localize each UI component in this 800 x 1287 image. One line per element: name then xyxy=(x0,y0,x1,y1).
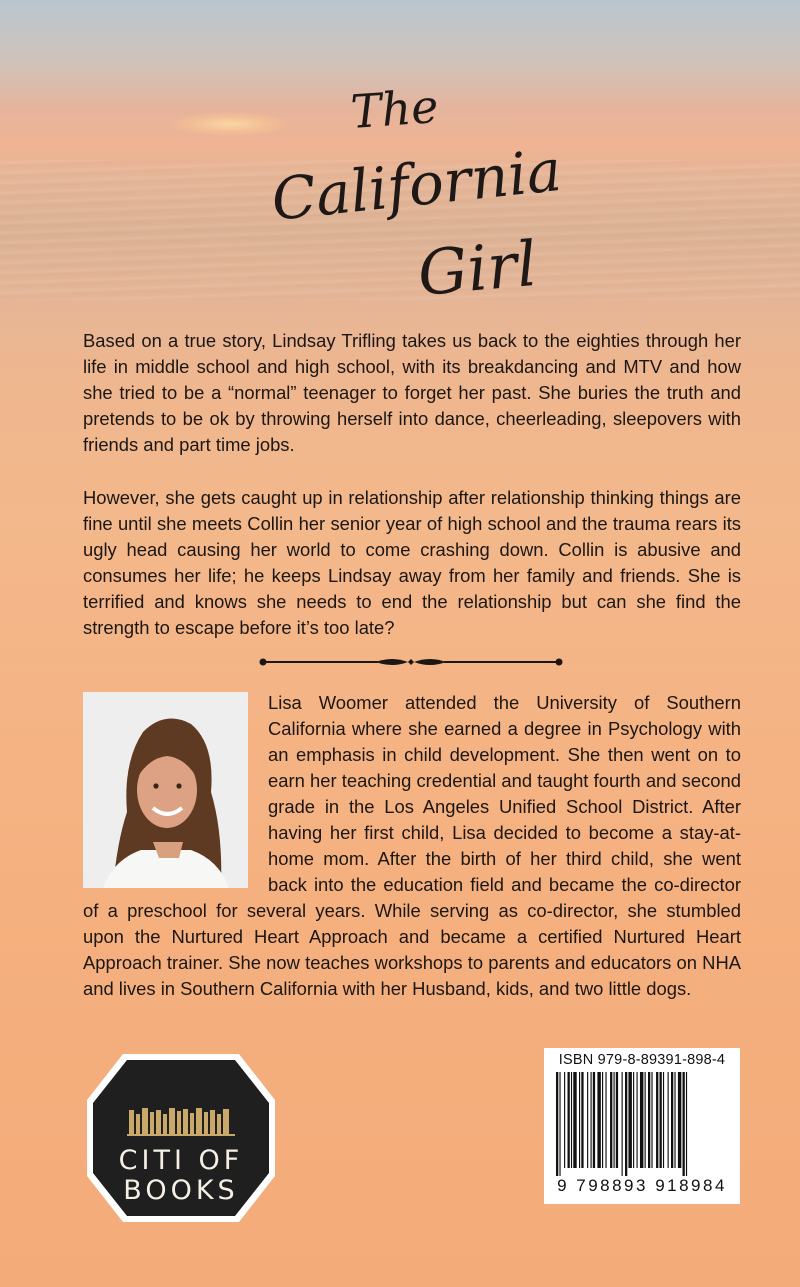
barcode-bar xyxy=(656,1072,658,1168)
publisher-logo xyxy=(83,1050,279,1226)
barcode-bar xyxy=(581,1072,583,1168)
barcode-bar xyxy=(587,1072,588,1168)
barcode-bar xyxy=(622,1072,623,1176)
title-line-girl: Girl xyxy=(414,226,540,310)
barcode-bar xyxy=(602,1072,603,1168)
barcode-bar xyxy=(651,1072,652,1168)
author-portrait xyxy=(83,692,248,888)
barcode-bar xyxy=(645,1072,646,1168)
barcode-bar xyxy=(660,1072,662,1168)
author-bio-text: Lisa Woomer attended the University of Southern California where she earned a degree in Psychology with an emphasis in child development. She then went on to earn her teaching credential and taught fourth and second grade in the Los Angeles Unified School District. After having her first child, Lisa decided to become a stay-at-home mom. After the birth of her third child, she went back into the education field and became the co-director of a preschool for several years. While serving as co-director, she stumbled upon the Nurtured Heart Approach and became a certified Nurtured Heart Approach trainer. She now teaches workshops to parents and educators on NHA and lives in Southern California with her Husband, kids, and two little dogs. xyxy=(83,692,741,999)
barcode-bar xyxy=(686,1072,687,1176)
author-photo xyxy=(83,692,248,888)
barcode-bar xyxy=(568,1072,570,1168)
publisher-name-line-2: BOOKS xyxy=(123,1175,239,1206)
barcode-bar xyxy=(573,1072,576,1168)
isbn-label: ISBN 979-8-89391-898-4 xyxy=(558,1052,726,1068)
barcode-number: 9 798893 918984 xyxy=(557,1176,727,1195)
barcode-bar xyxy=(671,1072,673,1168)
title-script xyxy=(270,70,570,315)
barcode-bar xyxy=(556,1072,558,1176)
book-title xyxy=(270,70,570,315)
barcode-bar xyxy=(605,1072,606,1168)
barcode-bar xyxy=(597,1072,600,1168)
barcode-bar xyxy=(678,1072,681,1168)
barcode-bar xyxy=(674,1072,675,1168)
barcode-bar xyxy=(591,1072,592,1168)
barcode-bar xyxy=(571,1072,572,1168)
title-line-california: California xyxy=(270,135,565,234)
author-bio xyxy=(83,690,741,1002)
barcode-bar xyxy=(593,1072,595,1168)
isbn-barcode xyxy=(544,1048,740,1204)
barcode-bar xyxy=(663,1072,664,1168)
barcode-bar xyxy=(683,1072,685,1176)
barcode-bar xyxy=(564,1072,565,1168)
barcode-bar xyxy=(637,1072,638,1168)
barcode-bar xyxy=(633,1072,634,1168)
barcode-bar xyxy=(559,1072,560,1176)
ornament-divider xyxy=(258,652,564,672)
blurb-paragraph-1: Based on a true story, Lindsay Trifling takes us back to the eighties through her life in middle school and high school, with its breakdancing and MTV and how she tried to be a “normal” teenager to forget her past. She buries the truth and pretends to be ok by throwing herself into dance, cheerleading, sleepovers with friends and part time jobs. xyxy=(83,330,741,455)
barcode-bars xyxy=(556,1072,730,1176)
barcode-bar xyxy=(640,1072,643,1168)
barcode-bar xyxy=(628,1072,631,1168)
title-line-the: The xyxy=(349,78,441,139)
barcode-bar xyxy=(579,1072,580,1168)
publisher-name-line-1: CITI OF xyxy=(118,1145,244,1176)
barcode-bar xyxy=(668,1072,669,1168)
barcode-bar xyxy=(610,1072,612,1168)
blurb-paragraph-2: However, she gets caught up in relationship after relationship thinking things are fine until she meets Collin her senior year of high school and the trauma rears its ugly head causing her world to come crashing down. Collin is abusive and consumes her life; he keeps Lindsay away from her family and friends. She is terrified and knows she needs to end the relationship but can she find the strength to escape before it’s too late? xyxy=(83,487,741,638)
barcode-bar xyxy=(625,1072,627,1176)
barcode-bar xyxy=(648,1072,650,1168)
barcode-bar xyxy=(616,1072,618,1168)
barcode-bar xyxy=(614,1072,615,1168)
